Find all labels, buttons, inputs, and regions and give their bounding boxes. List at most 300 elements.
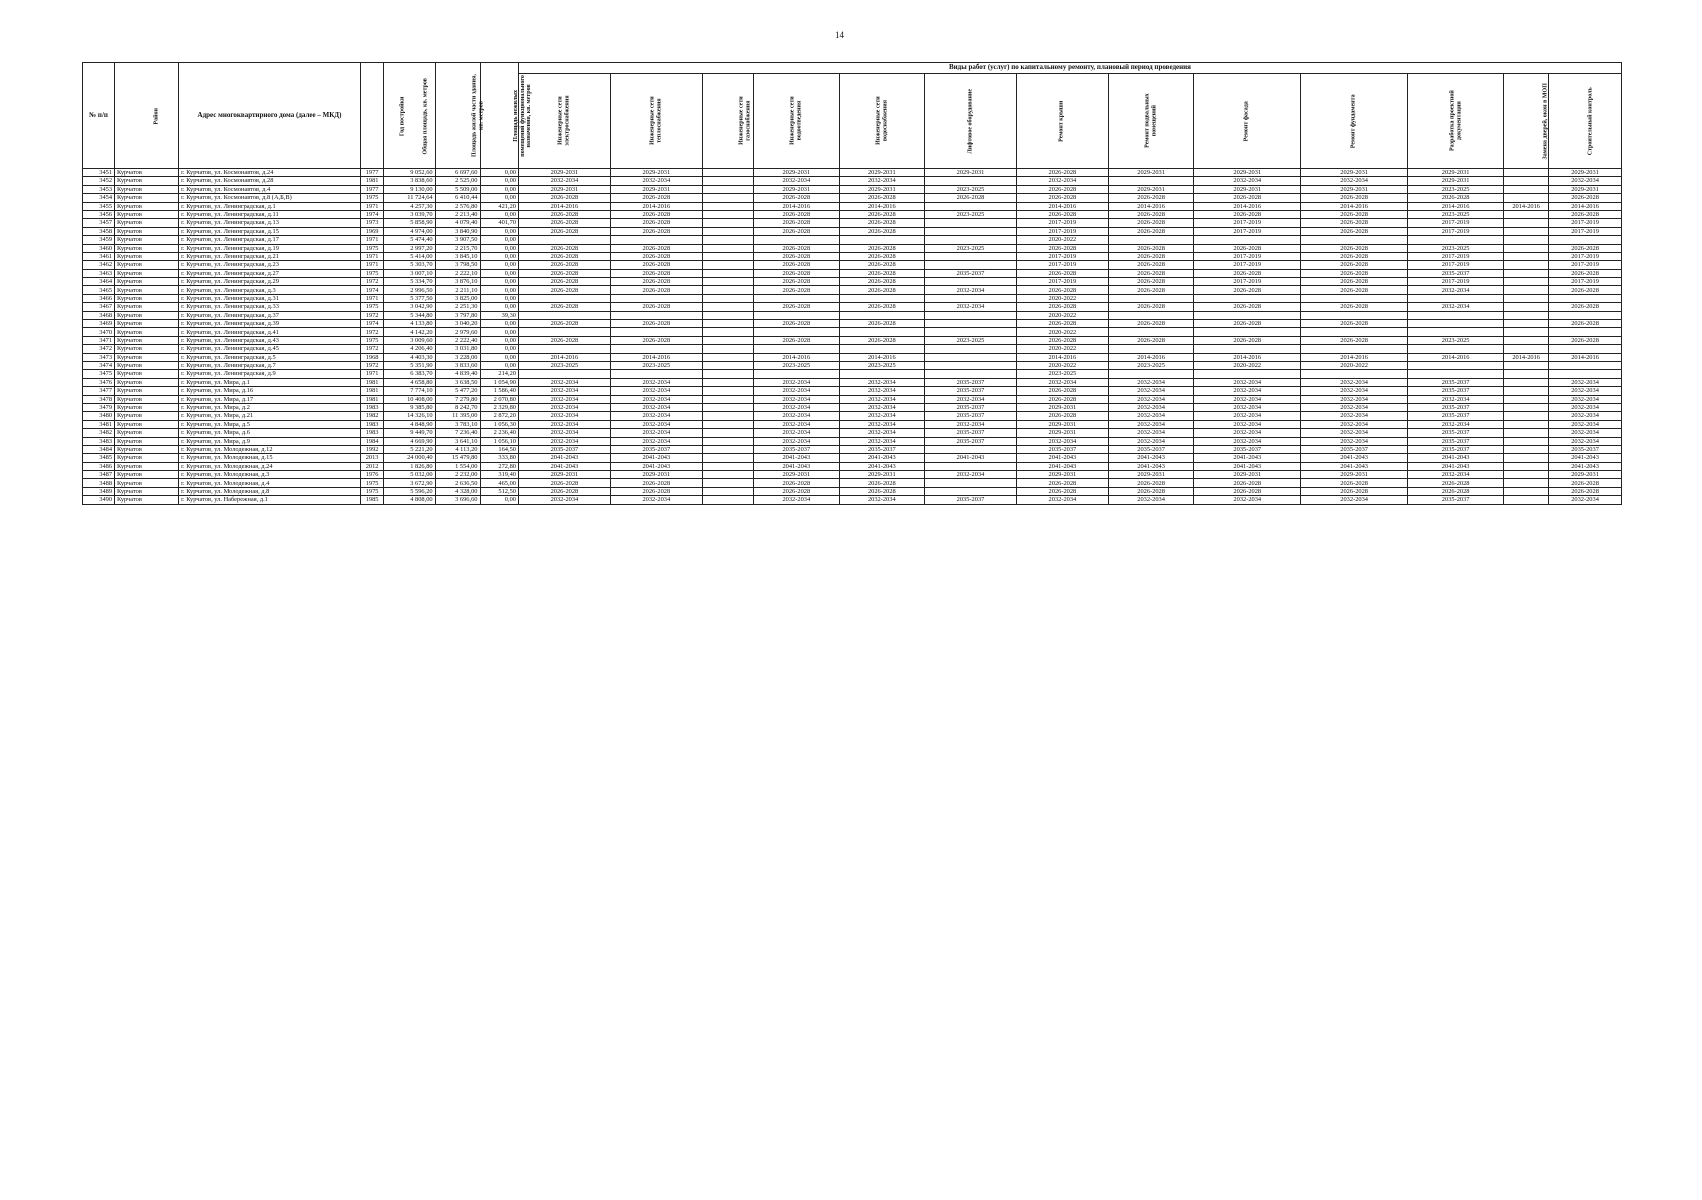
- cell-district: Курчатов: [115, 471, 179, 479]
- cell-work-period: 2032-2034: [1549, 177, 1622, 185]
- cell-work-period: 2032-2034: [1194, 387, 1301, 395]
- cell-work-period: [925, 487, 1017, 495]
- table-row: [83, 303, 1622, 311]
- table-row: [83, 177, 1622, 185]
- cell-work-period: 2035-2037: [1301, 445, 1408, 453]
- cell-address: г. Курчатов, ул. Ленинградская, д.37: [179, 311, 361, 319]
- cell-total-area: 3 672,90: [384, 479, 435, 487]
- cell-living-area: 3 840,90: [435, 227, 480, 235]
- cell-work-period: 2032-2034: [925, 395, 1017, 403]
- cell-work-period: 2026-2028: [925, 194, 1017, 202]
- cell-work-period: 2026-2028: [610, 227, 702, 235]
- cell-work-period: 2026-2028: [518, 303, 610, 311]
- table-row: [83, 169, 1622, 177]
- cell-no: 3469: [83, 320, 115, 328]
- cell-work-period: 2032-2034: [518, 387, 610, 395]
- cell-work-period: 2026-2028: [610, 210, 702, 218]
- cell-work-period: 2026-2028: [610, 261, 702, 269]
- cell-work-period: 2032-2034: [1301, 429, 1408, 437]
- cell-work-period: 2032-2034: [1108, 420, 1193, 428]
- cell-work-period: 2032-2034: [1108, 403, 1193, 411]
- col-living-area: [435, 63, 484, 169]
- cell-address: г. Курчатов, ул. Мира, д.5: [179, 420, 361, 428]
- col-work-7: [1108, 74, 1193, 169]
- cell-work-period: [1194, 311, 1301, 319]
- cell-work-period: 2032-2034: [518, 420, 610, 428]
- cell-work-period: 2035-2037: [1408, 445, 1504, 453]
- cell-living-area: 3 638,50: [435, 378, 480, 386]
- cell-work-period: 2032-2034: [1108, 429, 1193, 437]
- cell-work-period: 2029-2031: [518, 169, 610, 177]
- col-no: № п/п: [83, 63, 115, 169]
- table-row: [83, 378, 1622, 386]
- cell-work-period: [702, 261, 753, 269]
- cell-nonres-area: 512,50: [480, 487, 518, 495]
- cell-address: г. Курчатов, ул. Космонавтов, д.28: [179, 177, 361, 185]
- cell-work-period: [1301, 294, 1408, 302]
- cell-work-period: [925, 328, 1017, 336]
- cell-work-period: 2026-2028: [1108, 479, 1193, 487]
- cell-work-period: [1504, 169, 1549, 177]
- cell-nonres-area: 0,00: [480, 361, 518, 369]
- cell-work-period: 2026-2028: [518, 261, 610, 269]
- cell-work-period: 2026-2028: [1108, 286, 1193, 294]
- cell-address: г. Курчатов, ул. Мира, д.6: [179, 429, 361, 437]
- cell-work-period: [839, 311, 924, 319]
- cell-work-period: [925, 177, 1017, 185]
- cell-nonres-area: 319,40: [480, 471, 518, 479]
- cell-work-period: 2032-2034: [1194, 177, 1301, 185]
- cell-work-period: 2014-2016: [1194, 353, 1301, 361]
- cell-work-period: 2017-2019: [1408, 219, 1504, 227]
- cell-work-period: 2014-2016: [839, 202, 924, 210]
- cell-living-area: 3 833,60: [435, 361, 480, 369]
- cell-work-period: 2026-2028: [754, 194, 839, 202]
- cell-work-period: 2026-2028: [1016, 336, 1108, 344]
- col-address: Адрес многоквартирного дома (далее – МКД): [179, 63, 361, 169]
- cell-district: Курчатов: [115, 403, 179, 411]
- cell-work-period: 2041-2043: [925, 454, 1017, 462]
- cell-year: 1975: [360, 269, 384, 277]
- cell-work-period: [1301, 311, 1408, 319]
- cell-work-period: 2041-2043: [610, 462, 702, 470]
- cell-living-area: 5 477,20: [435, 387, 480, 395]
- cell-work-period: 2014-2016: [1301, 202, 1408, 210]
- cell-work-period: 2029-2031: [1016, 429, 1108, 437]
- cell-total-area: 9 449,70: [384, 429, 435, 437]
- cell-work-period: [1194, 345, 1301, 353]
- cell-work-period: 2032-2034: [1194, 412, 1301, 420]
- cell-total-area: 5 221,20: [384, 445, 435, 453]
- cell-nonres-area: 0,00: [480, 236, 518, 244]
- table-row: [83, 261, 1622, 269]
- cell-no: 3466: [83, 294, 115, 302]
- cell-work-period: [925, 345, 1017, 353]
- cell-year: 1983: [360, 403, 384, 411]
- cell-address: г. Курчатов, ул. Ленинградская, д.43: [179, 336, 361, 344]
- table-row: [83, 202, 1622, 210]
- cell-work-period: 2035-2037: [925, 496, 1017, 504]
- cell-work-period: [925, 353, 1017, 361]
- cell-work-period: 2041-2043: [839, 454, 924, 462]
- cell-work-period: 2026-2028: [839, 219, 924, 227]
- cell-work-period: 2032-2034: [754, 412, 839, 420]
- cell-work-period: 2026-2028: [754, 252, 839, 260]
- cell-work-period: 2026-2028: [839, 261, 924, 269]
- cell-address: г. Курчатов, ул. Мира, д.1: [179, 378, 361, 386]
- cell-total-area: 9 130,00: [384, 185, 435, 193]
- col-work-label: Ремонт фундамента: [1350, 94, 1357, 149]
- cell-work-period: 2032-2034: [1194, 429, 1301, 437]
- cell-work-period: 2032-2034: [1301, 387, 1408, 395]
- cell-no: 3467: [83, 303, 115, 311]
- cell-work-period: 2032-2034: [1108, 378, 1193, 386]
- cell-work-period: 2026-2028: [518, 219, 610, 227]
- cell-nonres-area: 0,00: [480, 169, 518, 177]
- cell-work-period: [1194, 370, 1301, 378]
- cell-work-period: [702, 177, 753, 185]
- cell-work-period: [1549, 361, 1622, 369]
- cell-year: 1975: [360, 487, 384, 495]
- cell-work-period: 2029-2031: [610, 471, 702, 479]
- cell-no: 3454: [83, 194, 115, 202]
- cell-work-period: [1108, 236, 1193, 244]
- cell-work-period: 2032-2034: [839, 378, 924, 386]
- table-row: [83, 286, 1622, 294]
- cell-total-area: 14 326,10: [384, 412, 435, 420]
- cell-living-area: 4 328,00: [435, 487, 480, 495]
- cell-work-period: [1301, 370, 1408, 378]
- cell-work-period: 2026-2028: [610, 269, 702, 277]
- cell-work-period: [925, 445, 1017, 453]
- cell-work-period: [1504, 336, 1549, 344]
- table-row: [83, 387, 1622, 395]
- col-work-12: [1549, 74, 1622, 169]
- cell-work-period: 2026-2028: [518, 278, 610, 286]
- cell-nonres-area: 0,00: [480, 261, 518, 269]
- cell-no: 3460: [83, 244, 115, 252]
- cell-address: г. Курчатов, ул. Мира, д.16: [179, 387, 361, 395]
- col-nonres-area-label: Площадь нежилых помещений функционального назначения, кв. метров: [512, 74, 532, 157]
- cell-work-period: [839, 345, 924, 353]
- cell-work-period: [1504, 487, 1549, 495]
- cell-work-period: 2032-2034: [839, 437, 924, 445]
- cell-living-area: 1 554,00: [435, 462, 480, 470]
- cell-work-period: 2026-2028: [518, 210, 610, 218]
- cell-work-period: 2026-2028: [1016, 244, 1108, 252]
- cell-year: 1981: [360, 378, 384, 386]
- cell-work-period: 2026-2028: [1549, 286, 1622, 294]
- cell-work-period: [1504, 445, 1549, 453]
- table-row: [83, 345, 1622, 353]
- cell-work-period: 2029-2031: [1108, 169, 1193, 177]
- cell-work-period: [702, 403, 753, 411]
- cell-work-period: 2026-2028: [518, 269, 610, 277]
- cell-work-period: [1504, 437, 1549, 445]
- cell-district: Курчатов: [115, 236, 179, 244]
- cell-year: 1972: [360, 311, 384, 319]
- col-work-label: Лифтовое оборудование: [967, 89, 974, 154]
- cell-no: 3488: [83, 479, 115, 487]
- cell-total-area: 3 838,60: [384, 177, 435, 185]
- cell-work-period: 2035-2037: [1408, 412, 1504, 420]
- cell-total-area: 9 052,60: [384, 169, 435, 177]
- cell-work-period: 2035-2037: [1408, 378, 1504, 386]
- cell-no: 3480: [83, 412, 115, 420]
- cell-work-period: 2032-2034: [839, 420, 924, 428]
- table-row: [83, 219, 1622, 227]
- cell-living-area: 3 031,80: [435, 345, 480, 353]
- cell-year: 1984: [360, 437, 384, 445]
- cell-living-area: 3 845,10: [435, 252, 480, 260]
- cell-work-period: [1504, 462, 1549, 470]
- cell-work-period: 2041-2043: [518, 454, 610, 462]
- cell-district: Курчатов: [115, 320, 179, 328]
- cell-nonres-area: 1 056,30: [480, 420, 518, 428]
- cell-work-period: [518, 328, 610, 336]
- cell-no: 3483: [83, 437, 115, 445]
- cell-work-period: [925, 479, 1017, 487]
- cell-living-area: 2 232,00: [435, 471, 480, 479]
- cell-work-period: 2041-2043: [1301, 454, 1408, 462]
- cell-work-period: 2026-2028: [610, 303, 702, 311]
- cell-address: г. Курчатов, ул. Ленинградская, д.1: [179, 202, 361, 210]
- cell-work-period: 2026-2028: [1108, 227, 1193, 235]
- cell-district: Курчатов: [115, 395, 179, 403]
- cell-year: 1972: [360, 328, 384, 336]
- cell-work-period: [1408, 345, 1504, 353]
- cell-work-period: [839, 370, 924, 378]
- cell-work-period: 2026-2028: [1016, 320, 1108, 328]
- col-work-label: Ремонт фасада: [1243, 101, 1250, 142]
- cell-work-period: 2023-2025: [925, 336, 1017, 344]
- cell-work-period: 2032-2034: [1016, 177, 1108, 185]
- cell-work-period: 2026-2028: [1549, 320, 1622, 328]
- cell-nonres-area: 0,00: [480, 269, 518, 277]
- capital-repair-table: [82, 62, 1622, 505]
- cell-work-period: [702, 252, 753, 260]
- cell-year: 2013: [360, 454, 384, 462]
- cell-work-period: 2032-2034: [754, 387, 839, 395]
- cell-work-period: 2032-2034: [1549, 437, 1622, 445]
- cell-work-period: 2026-2028: [1108, 244, 1193, 252]
- cell-work-period: 2035-2037: [1549, 445, 1622, 453]
- cell-work-period: 2026-2028: [1194, 269, 1301, 277]
- cell-work-period: [610, 311, 702, 319]
- cell-work-period: 2041-2043: [1194, 454, 1301, 462]
- cell-year: 1975: [360, 244, 384, 252]
- cell-total-area: 4 257,30: [384, 202, 435, 210]
- cell-work-period: 2032-2034: [1194, 496, 1301, 504]
- cell-living-area: 7 279,80: [435, 395, 480, 403]
- cell-work-period: 2014-2016: [518, 353, 610, 361]
- cell-no: 3464: [83, 278, 115, 286]
- cell-work-period: 2026-2028: [754, 261, 839, 269]
- cell-work-period: [702, 353, 753, 361]
- page-number: 14: [835, 30, 844, 40]
- cell-work-period: 2032-2034: [1549, 429, 1622, 437]
- cell-work-period: [1301, 328, 1408, 336]
- table-row: [83, 210, 1622, 218]
- cell-work-period: [702, 227, 753, 235]
- cell-work-period: 2017-2019: [1408, 227, 1504, 235]
- cell-no: 3481: [83, 420, 115, 428]
- cell-year: 1974: [360, 210, 384, 218]
- cell-living-area: 3 040,20: [435, 320, 480, 328]
- cell-work-period: 2032-2034: [754, 395, 839, 403]
- cell-district: Курчатов: [115, 185, 179, 193]
- col-work-label: Инженерные сети водоснабжения: [875, 96, 888, 146]
- cell-district: Курчатов: [115, 412, 179, 420]
- cell-no: 3452: [83, 177, 115, 185]
- cell-district: Курчатов: [115, 487, 179, 495]
- cell-work-period: [1504, 403, 1549, 411]
- cell-living-area: 4 113,20: [435, 445, 480, 453]
- cell-work-period: 2035-2037: [925, 269, 1017, 277]
- cell-district: Курчатов: [115, 244, 179, 252]
- cell-no: 3459: [83, 236, 115, 244]
- cell-work-period: 2026-2028: [1549, 269, 1622, 277]
- cell-work-period: 2026-2028: [1194, 303, 1301, 311]
- cell-work-period: 2017-2019: [1408, 278, 1504, 286]
- cell-nonres-area: 214,20: [480, 370, 518, 378]
- table-row: [83, 353, 1622, 361]
- cell-work-period: 2014-2016: [1108, 202, 1193, 210]
- cell-total-area: 4 403,30: [384, 353, 435, 361]
- cell-nonres-area: 0,00: [480, 496, 518, 504]
- cell-work-period: [1504, 185, 1549, 193]
- cell-living-area: 3 641,10: [435, 437, 480, 445]
- col-living-area-label: Площадь жилой части здания, кв. метров: [471, 74, 484, 157]
- cell-work-period: 2032-2034: [610, 177, 702, 185]
- cell-work-period: 2032-2034: [1549, 403, 1622, 411]
- table-row: [83, 454, 1622, 462]
- cell-work-period: 2032-2034: [610, 420, 702, 428]
- cell-work-period: 2032-2034: [1301, 177, 1408, 185]
- cell-work-period: 2023-2025: [1408, 210, 1504, 218]
- cell-work-period: 2023-2025: [1408, 336, 1504, 344]
- cell-work-period: [1504, 194, 1549, 202]
- cell-total-area: 4 669,90: [384, 437, 435, 445]
- cell-work-period: [702, 487, 753, 495]
- col-total-area-label: Общая площадь, кв. метров: [423, 77, 430, 155]
- cell-work-period: [1504, 320, 1549, 328]
- cell-work-period: 2035-2037: [925, 412, 1017, 420]
- cell-total-area: 6 383,70: [384, 370, 435, 378]
- cell-work-period: 2026-2028: [1194, 194, 1301, 202]
- cell-work-period: [1504, 210, 1549, 218]
- cell-work-period: 2026-2028: [610, 286, 702, 294]
- cell-work-period: 2023-2025: [925, 185, 1017, 193]
- cell-work-period: 2026-2028: [1194, 336, 1301, 344]
- cell-work-period: [1108, 345, 1193, 353]
- cell-work-period: 2032-2034: [1549, 395, 1622, 403]
- cell-work-period: [702, 445, 753, 453]
- cell-year: 1976: [360, 471, 384, 479]
- cell-district: Курчатов: [115, 202, 179, 210]
- cell-no: 3453: [83, 185, 115, 193]
- cell-nonres-area: 465,00: [480, 479, 518, 487]
- cell-work-period: 2017-2019: [1016, 252, 1108, 260]
- cell-district: Курчатов: [115, 336, 179, 344]
- cell-work-period: 2014-2016: [1504, 353, 1549, 361]
- cell-district: Курчатов: [115, 429, 179, 437]
- cell-year: 1975: [360, 479, 384, 487]
- cell-work-period: 2026-2028: [1108, 320, 1193, 328]
- cell-work-period: 2029-2031: [754, 185, 839, 193]
- cell-district: Курчатов: [115, 353, 179, 361]
- cell-work-period: [518, 311, 610, 319]
- cell-work-period: [754, 311, 839, 319]
- cell-living-area: 3 907,50: [435, 236, 480, 244]
- cell-work-period: 2026-2028: [1108, 261, 1193, 269]
- cell-work-period: 2026-2028: [1016, 210, 1108, 218]
- cell-work-period: 2026-2028: [1016, 185, 1108, 193]
- cell-total-area: 5 032,00: [384, 471, 435, 479]
- cell-work-period: 2041-2043: [1016, 462, 1108, 470]
- cell-work-period: 2026-2028: [754, 303, 839, 311]
- cell-work-period: 2035-2037: [1408, 437, 1504, 445]
- cell-work-period: [702, 420, 753, 428]
- col-work-5: [925, 74, 1017, 169]
- cell-nonres-area: 401,70: [480, 219, 518, 227]
- cell-year: 1981: [360, 177, 384, 185]
- cell-work-period: 2020-2022: [1016, 361, 1108, 369]
- cell-work-period: [1504, 227, 1549, 235]
- cell-district: Курчатов: [115, 361, 179, 369]
- cell-nonres-area: 0,00: [480, 294, 518, 302]
- cell-work-period: 2026-2028: [1016, 194, 1108, 202]
- cell-no: 3462: [83, 261, 115, 269]
- cell-work-period: [1504, 177, 1549, 185]
- cell-no: 3468: [83, 311, 115, 319]
- cell-work-period: 2026-2028: [610, 194, 702, 202]
- cell-year: 1982: [360, 412, 384, 420]
- cell-address: г. Курчатов, ул. Молодежная, д.24: [179, 462, 361, 470]
- cell-work-period: [702, 286, 753, 294]
- cell-work-period: 2014-2016: [610, 353, 702, 361]
- cell-work-period: 2032-2034: [1301, 378, 1408, 386]
- cell-work-period: [1194, 294, 1301, 302]
- cell-work-period: 2032-2034: [610, 437, 702, 445]
- cell-work-period: [702, 328, 753, 336]
- cell-living-area: 2 222,40: [435, 336, 480, 344]
- cell-work-period: 2029-2031: [839, 185, 924, 193]
- cell-year: 1969: [360, 227, 384, 235]
- cell-work-period: [702, 336, 753, 344]
- cell-work-period: [702, 496, 753, 504]
- cell-work-period: 2029-2031: [1301, 169, 1408, 177]
- cell-living-area: 3 797,80: [435, 311, 480, 319]
- cell-work-period: 2032-2034: [1016, 437, 1108, 445]
- cell-total-area: 10 408,00: [384, 395, 435, 403]
- cell-work-period: [1504, 303, 1549, 311]
- col-total-area: [384, 63, 435, 169]
- col-work-label: Ремонт крыши: [1059, 100, 1066, 143]
- cell-work-period: 2026-2028: [518, 252, 610, 260]
- table-row: [83, 496, 1622, 504]
- cell-work-period: 2020-2022: [1016, 294, 1108, 302]
- cell-nonres-area: 0,00: [480, 336, 518, 344]
- cell-work-period: 2026-2028: [1108, 278, 1193, 286]
- cell-work-period: 2026-2028: [1016, 412, 1108, 420]
- cell-work-period: [702, 378, 753, 386]
- cell-work-period: [1504, 496, 1549, 504]
- col-work-label: Инженерные сети водоотведения: [789, 96, 803, 146]
- cell-work-period: [754, 236, 839, 244]
- cell-work-period: 2032-2034: [1301, 403, 1408, 411]
- cell-work-period: [702, 387, 753, 395]
